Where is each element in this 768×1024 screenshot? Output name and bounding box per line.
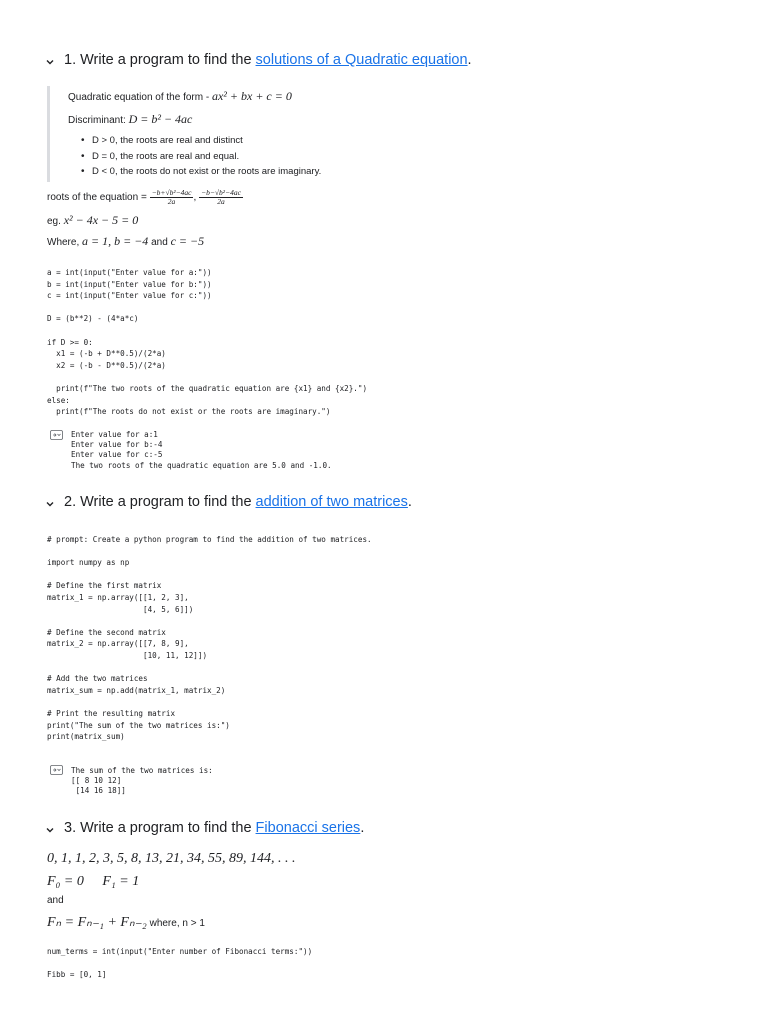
section-3-title-text: 3. Write a program to find the (64, 820, 256, 836)
code-cell-matrices[interactable]: # prompt: Create a python program to find the addition of two matrices. import numpy as np # Define the first matrix matrix_1 = np.array([[1, 2, 3], [4, 5, 6]]) # Define the second matrix matrix_2 = np.array([[7, 8, 9], [10, 11, 12]]) # Add the two matrices matrix_sum = np.add(matrix_1, matrix_2) # Print the resulting matrix print("The sum of the two matrices is:") print(matrix_sum) (47, 535, 372, 742)
section-1-title (64, 52, 472, 68)
section-2-title-link[interactable]: addition of two matrices (255, 494, 408, 510)
section-3-title (64, 820, 364, 836)
discriminant-line (68, 112, 192, 127)
section-2-title (64, 494, 412, 510)
output-matrices: The sum of the two matrices is: [[ 8 10 12] [14 16 18]] (71, 766, 213, 796)
section-2-title-suffix: . (407, 494, 412, 510)
fn-math: Fₙ = Fₙ₋₁ + Fₙ₋₂ (47, 915, 147, 930)
code-cell-quadratic[interactable]: a = int(input("Enter value for a:")) b = int(input("Enter value for b:")) c = int(input("Enter value for c:")) D = (b**2) - (4*a*c) if D >= 0: x1 = (-b + D**0.5)/(2*a) x2 = (-b - D**0.5)/(2*a) print(f"The two roots of the quadratic equation are {x1} and {x2}.") else: print(f"The roots do not exist or the roots are imaginary.") (47, 268, 368, 417)
chevron-down-icon[interactable] (44, 498, 56, 510)
where-and: and (148, 237, 171, 248)
list-item: • D > 0, the roots are real and distinct (78, 133, 321, 149)
root-2-denominator: 2a (217, 197, 225, 206)
discriminant-label: Discriminant: (68, 115, 129, 126)
chevron-down-icon[interactable] (44, 56, 56, 68)
output-toggle-icon[interactable] (50, 430, 63, 440)
list-item: • D = 0, the roots are real and equal. (78, 149, 321, 165)
chevron-down-icon[interactable] (44, 824, 56, 836)
quadratic-form-line (68, 89, 292, 104)
f0-math: F₀ = 0 (47, 874, 84, 889)
section-1-title-link[interactable]: solutions of a Quadratic equation (255, 52, 468, 68)
roots-label: roots of the equation = (47, 192, 150, 203)
root-1-denominator: 2a (167, 197, 176, 206)
discriminant-cases-list (78, 133, 321, 180)
section-1-title-text: 1. Write a program to find the (64, 52, 256, 68)
fibonacci-sequence: 0, 1, 1, 2, 3, 5, 8, 13, 21, 34, 55, 89, 144, . . . (47, 851, 296, 866)
root-separator: , (193, 192, 197, 203)
root-formula-2 (199, 189, 243, 206)
where-label: Where, (47, 237, 83, 248)
root-formula-1 (150, 188, 197, 206)
discriminant-math: D = b² − 4ac (128, 112, 193, 126)
section-1-title-suffix: . (467, 52, 472, 68)
output-quadratic: Enter value for a:1 Enter value for b:-4 Enter value for c:-5 The two roots of the quadratic equation are 5.0 and -1.0. (71, 430, 332, 470)
example-label: eg. (47, 216, 64, 227)
example-line (47, 213, 138, 228)
where-math-2: c = −5 (170, 234, 205, 248)
list-item: • D < 0, the roots do not exist or the roots are imaginary. (78, 164, 321, 180)
example-math: x² − 4x − 5 = 0 (63, 213, 139, 227)
section-2-title-text: 2. Write a program to find the (64, 494, 256, 510)
f1-math: F₁ = 1 (102, 874, 140, 889)
root-1-numerator: −b+√b²−4ac (151, 188, 192, 197)
fibonacci-recurrence (47, 913, 205, 931)
section-3-title-suffix: . (360, 820, 365, 836)
quadratic-form-math: ax² + bx + c = 0 (211, 89, 292, 103)
fn-suffix: where, n > 1 (146, 918, 205, 929)
root-2-numerator: −b−√b²−4ac (201, 188, 241, 197)
and-label: and (47, 895, 64, 906)
blockquote-bar (47, 86, 50, 182)
fibonacci-base-cases (47, 872, 139, 890)
output-toggle-icon[interactable] (50, 765, 63, 775)
quadratic-form-label: Quadratic equation of the form - (68, 92, 212, 103)
where-line (47, 234, 204, 249)
code-cell-fibonacci[interactable]: num_terms = int(input("Enter number of Fibonacci terms:")) Fibb = [0, 1] (47, 947, 313, 980)
roots-line (47, 189, 243, 206)
where-math-1: a = 1, b = −4 (82, 234, 149, 248)
section-3-title-link[interactable]: Fibonacci series (255, 820, 361, 836)
